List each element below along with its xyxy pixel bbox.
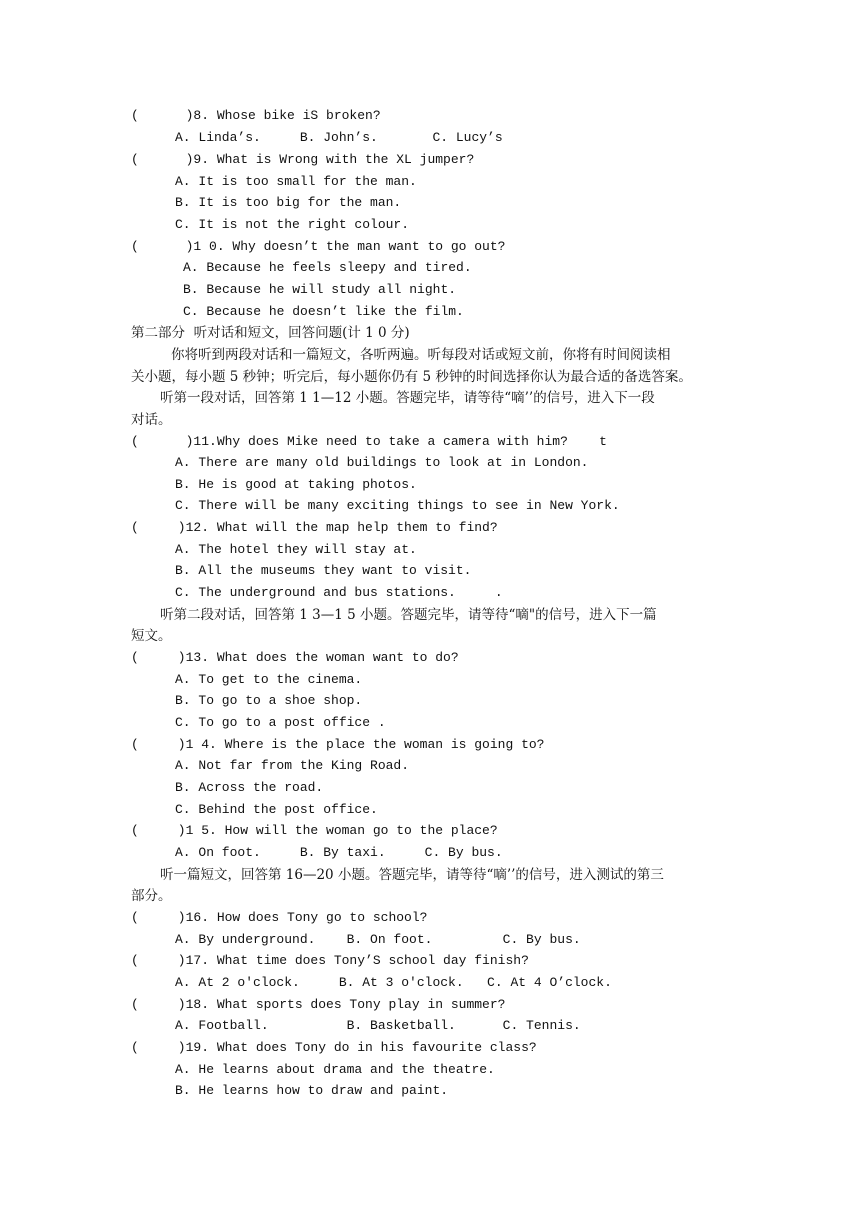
question-13: ( )13. What does the woman want to do? xyxy=(131,650,459,665)
question-16: ( )16. How does Tony go to school? xyxy=(131,910,428,925)
question-10-option-b: B. Because he will study all night. xyxy=(183,282,457,297)
passage-instructions-line-1: 听一篇短文，回答第 16—20 小题。答题完毕，请等待“嘀’’的信号，进入测试的第三 xyxy=(160,867,664,883)
question-9: ( )9. What is Wrong with the XL jumper? xyxy=(131,152,475,167)
part-2-instructions-line-1: 你将听到两段对话和一篇短文，各听两遍。听每段对话或短文前，你将有时间阅读相 xyxy=(171,347,671,363)
part-2-heading: 第二部分 听对话和短文，回答问题(计 1 0 分) xyxy=(131,325,410,341)
question-10-option-a: A. Because he feels sleepy and tired. xyxy=(183,260,472,275)
question-18-options: A. Football. B. Basketball. C. Tennis. xyxy=(175,1018,581,1033)
question-17-options: A. At 2 o'clock. B. At 3 o'clock. C. At 4 O’clock. xyxy=(175,975,612,990)
question-15: ( )1 5. How will the woman go to the place? xyxy=(131,823,498,838)
part-2-instructions-line-2: 关小题，每小题 5 秒钟；听完后，每小题你仍有 5 秒钟的时间选择你认为最合适的备选答案。 xyxy=(131,369,692,385)
question-11: ( )11.Why does Mike need to take a camera with him? t xyxy=(131,434,607,449)
dialog-2-instructions-line-1: 听第二段对话，回答第 1 3—1 5 小题。答题完毕，请等待“嘀"的信号，进入下一篇 xyxy=(160,607,657,623)
dialog-1-instructions-line-2: 对话。 xyxy=(131,412,172,428)
question-14-option-a: A. Not far from the King Road. xyxy=(175,758,410,773)
question-12-option-c: C. The underground and bus stations. . xyxy=(175,585,503,600)
question-9-option-c: C. It is not the right colour. xyxy=(175,217,410,232)
question-8: ( )8. Whose bike iS broken? xyxy=(131,108,381,123)
question-12-option-b: B. All the museums they want to visit. xyxy=(175,563,472,578)
question-12-option-a: A. The hotel they will stay at. xyxy=(175,542,417,557)
question-14: ( )1 4. Where is the place the woman is going to? xyxy=(131,737,545,752)
question-19-option-b: B. He learns how to draw and paint. xyxy=(175,1083,449,1098)
question-15-options: A. On foot. B. By taxi. C. By bus. xyxy=(175,845,503,860)
question-13-option-a: A. To get to the cinema. xyxy=(175,672,363,687)
question-12: ( )12. What will the map help them to find? xyxy=(131,520,498,535)
question-18: ( )18. What sports does Tony play in summer? xyxy=(131,997,506,1012)
question-19: ( )19. What does Tony do in his favourite class? xyxy=(131,1040,537,1055)
question-17: ( )17. What time does Tony’S school day finish? xyxy=(131,953,529,968)
question-16-options: A. By underground. B. On foot. C. By bus. xyxy=(175,932,581,947)
question-14-option-b: B. Across the road. xyxy=(175,780,324,795)
question-9-option-a: A. It is too small for the man. xyxy=(175,174,417,189)
question-9-option-b: B. It is too big for the man. xyxy=(175,195,402,210)
question-13-option-c: C. To go to a post office . xyxy=(175,715,386,730)
question-11-option-b: B. He is good at taking photos. xyxy=(175,477,417,492)
question-19-option-a: A. He learns about drama and the theatre. xyxy=(175,1062,495,1077)
question-10-option-c: C. Because he doesn’t like the film. xyxy=(183,304,464,319)
passage-instructions-line-2: 部分。 xyxy=(131,888,172,904)
question-11-option-c: C. There will be many exciting things to see in New York. xyxy=(175,498,620,513)
dialog-1-instructions-line-1: 听第一段对话，回答第 1 1—12 小题。答题完毕，请等待“嘀’’的信号，进入下一段 xyxy=(160,390,655,406)
question-13-option-b: B. To go to a shoe shop. xyxy=(175,693,363,708)
question-14-option-c: C. Behind the post office. xyxy=(175,802,378,817)
question-10: ( )1 0. Why doesn’t the man want to go out? xyxy=(131,239,506,254)
dialog-2-instructions-line-2: 短文。 xyxy=(131,628,172,644)
question-8-options: A. Linda’s. B. John’s. C. Lucy’s xyxy=(175,130,503,145)
question-11-option-a: A. There are many old buildings to look at in London. xyxy=(175,455,589,470)
